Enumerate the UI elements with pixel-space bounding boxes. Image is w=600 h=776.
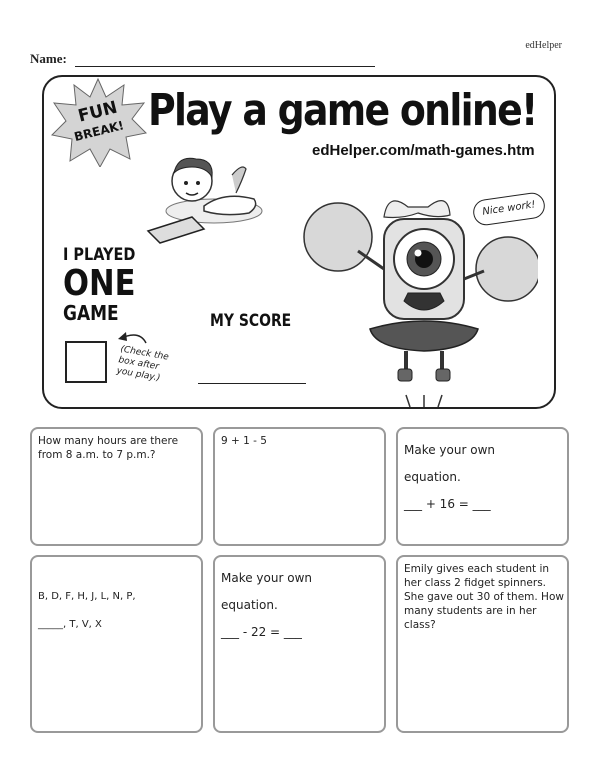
name-line[interactable] xyxy=(75,54,375,67)
problem-5-line-1: Make your own xyxy=(221,571,312,585)
problem-card-6 xyxy=(396,555,569,733)
problem-3-line-2: equation. xyxy=(404,470,461,484)
problem-5-line-2: equation. xyxy=(221,598,278,612)
kid-with-tablet-illustration xyxy=(144,151,264,251)
game-banner xyxy=(42,75,556,409)
speech-bubble: Nice work! xyxy=(472,191,547,227)
game-url[interactable]: edHelper.com/math-games.htm xyxy=(312,142,535,159)
problem-5-text xyxy=(221,565,384,646)
problem-2-text: 9 + 1 - 5 xyxy=(221,435,267,447)
played-line-1: I PLAYED xyxy=(63,245,136,265)
played-checkbox[interactable] xyxy=(65,341,107,383)
check-hint: (Check the box after you play.) xyxy=(115,344,170,384)
problem-card-1 xyxy=(30,427,203,546)
problem-4-line-1: B, D, F, H, J, L, N, P, xyxy=(38,591,136,602)
played-one-game-label xyxy=(63,247,148,323)
problem-1-text: How many hours are there from 8 a.m. to 7 p.m.? xyxy=(38,435,179,461)
score-label: MY SCORE xyxy=(210,311,292,331)
problem-5-line-3: ___ - 22 = ___ xyxy=(221,625,302,639)
score-line[interactable] xyxy=(198,383,306,384)
name-row xyxy=(30,51,375,67)
badge-line-1: FUN xyxy=(76,97,120,127)
problem-3-line-3: ___ + 16 = ___ xyxy=(404,497,491,511)
played-line-3: GAME xyxy=(63,301,119,325)
problem-6-text: Emily gives each student in her class 2 fidget spinners. She gave out 30 of them. How many students are in her class? xyxy=(404,563,564,631)
problem-card-4 xyxy=(30,555,203,733)
problem-4-line-2: _____, T, V, X xyxy=(38,619,102,630)
problem-3-text xyxy=(404,437,567,518)
played-line-2: ONE xyxy=(63,263,136,304)
problem-card-2 xyxy=(213,427,386,546)
brand-label: edHelper xyxy=(525,40,562,51)
name-label: Name: xyxy=(30,51,67,66)
fun-break-badge xyxy=(48,77,148,167)
problem-3-line-1: Make your own xyxy=(404,443,495,457)
badge-line-2: BREAK! xyxy=(72,118,126,145)
headline: Play a game online! xyxy=(148,85,537,136)
problem-card-5 xyxy=(213,555,386,733)
problem-card-3 xyxy=(396,427,569,546)
